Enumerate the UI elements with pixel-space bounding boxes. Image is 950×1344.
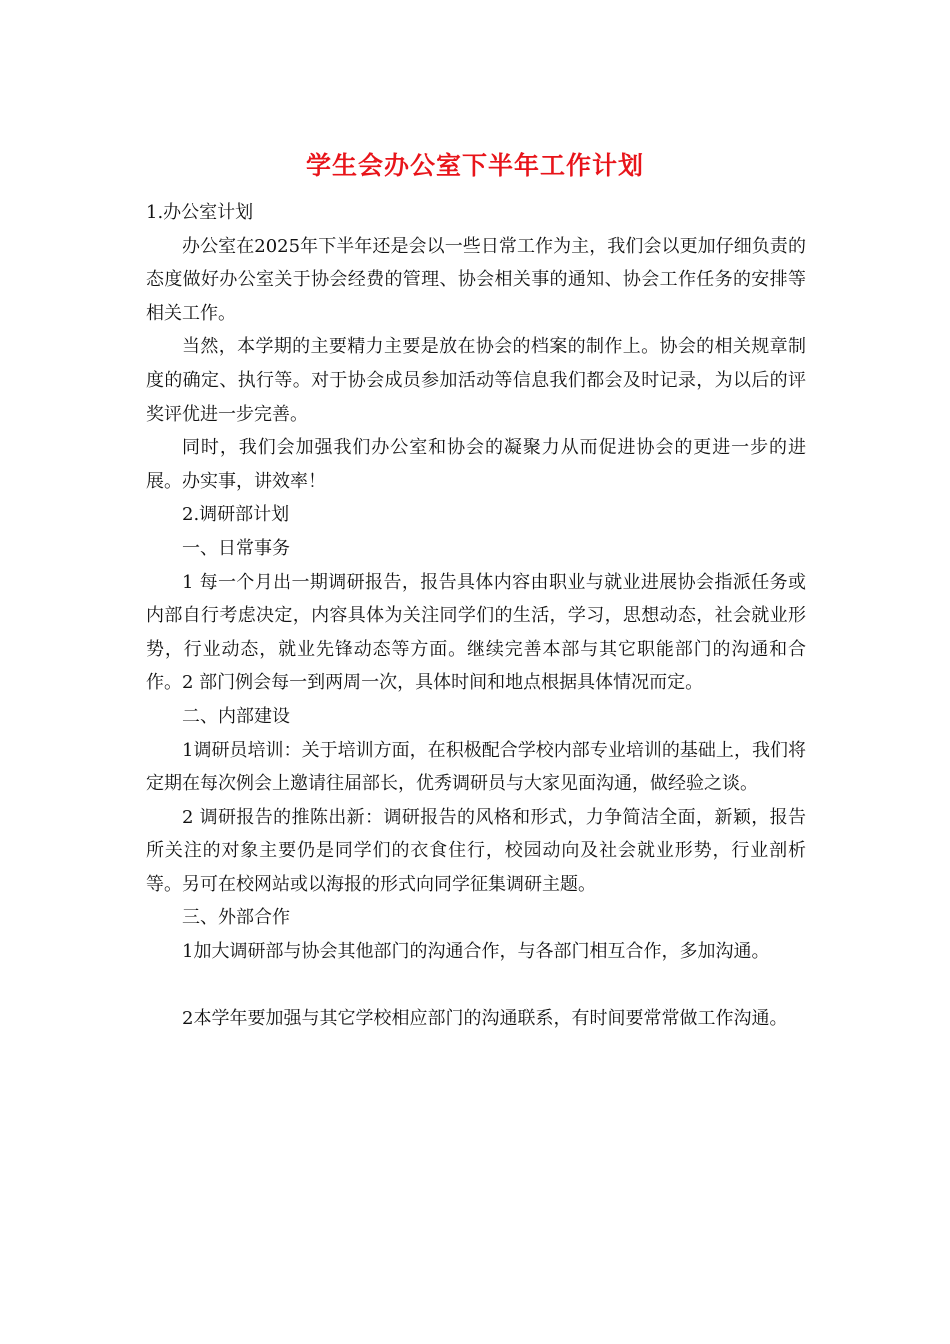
paragraph: 2本学年要加强与其它学校相应部门的沟通联系，有时间要常常做工作沟通。 — [182, 1008, 788, 1030]
paragraph: 1 每一个月出一期调研报告，报告具体内容由职业与就业进展协会指派任务或内部自行考虑决定，内容具体为关注同学们的生活，学习，思想动态，社会就业形势，行业动态，就业先锋动态等方面。继续完善本部与其它职能部门的沟通和合作。2 部门例会每一到两周一次，具体时间和地点根据具体情况而定。 — [146, 571, 806, 694]
subheading-internal-building: 二、内部建设 — [182, 705, 290, 727]
paragraph: 2 调研报告的推陈出新：调研报告的风格和形式，力争简洁全面，新颖，报告所关注的对象主要仍是同学们的衣食住行，校园动向及社会就业形势，行业剖析等。另可在校网站或以海报的形式向同学征集调研主题。 — [146, 806, 806, 895]
subheading-external-cooperation: 三、外部合作 — [182, 907, 290, 929]
paragraph: 当然，本学期的主要精力主要是放在协会的档案的制作上。协会的相关规章制度的确定、执行等。对于协会成员参加活动等信息我们都会及时记录，为以后的评奖评优进一步完善。 — [146, 336, 806, 425]
subheading-daily-affairs: 一、日常事务 — [182, 537, 290, 559]
section-heading-office: 1.办公室计划 — [146, 202, 254, 223]
document-body — [146, 196, 806, 1036]
document-title: 学生会办公室下半年工作计划 — [305, 151, 644, 180]
paragraph: 1加大调研部与协会其他部门的沟通合作，与各部门相互合作，多加沟通。 — [182, 941, 770, 963]
paragraph: 同时，我们会加强我们办公室和协会的凝聚力从而促进协会的更进一步的进展。办实事，讲效率！ — [146, 437, 806, 492]
paragraph: 办公室在2025年下半年还是会以一些日常工作为主，我们会以更加仔细负责的态度做好办公室关于协会经费的管理、协会相关事的通知、协会工作任务的安排等相关工作。 — [146, 235, 806, 324]
blank-line — [146, 969, 806, 1003]
section-heading-research: 2.调研部计划 — [182, 504, 290, 526]
paragraph: 1调研员培训：关于培训方面，在积极配合学校内部专业培训的基础上，我们将定期在每次例会上邀请往届部长，优秀调研员与大家见面沟通，做经验之谈。 — [146, 739, 806, 795]
